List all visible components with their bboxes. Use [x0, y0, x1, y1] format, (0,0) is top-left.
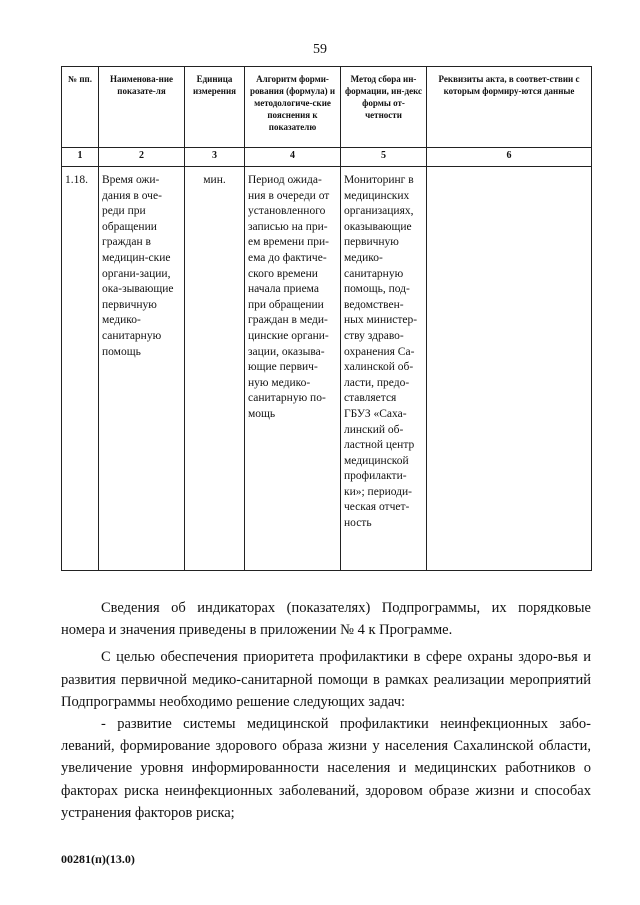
header-cell-unit: Единица измерения — [185, 67, 245, 148]
column-number: 1 — [62, 148, 99, 167]
header-cell-method: Метод сбора ин-формации, ин-декс формы от-четности — [341, 67, 427, 148]
indicators-table — [61, 66, 592, 571]
column-number: 3 — [185, 148, 245, 167]
requisites-cell — [427, 167, 592, 571]
column-number-row — [62, 148, 592, 167]
header-cell-number: № пп. — [62, 67, 99, 148]
column-number: 6 — [427, 148, 592, 167]
paragraph: - развитие системы медицинской профилактики неинфекционных забо-леваний, формирование здорового образа жизни у населения Сахалинской области, увеличение уровня информированности населения и медицинских работников о факторах риска неинфекционных заболеваний, здоровом образе жизни и способах устранения факторов риска; — [61, 716, 591, 821]
body-text — [61, 597, 591, 824]
column-number: 4 — [245, 148, 341, 167]
unit-cell: мин. — [185, 167, 245, 571]
header-cell-algorithm: Алгоритм форми-рования (формула) и методологиче-ские пояснения к показателю — [245, 67, 341, 148]
paragraph: С целью обеспечения приоритета профилактики в сфере охраны здоро-вья и развития первичной медико-санитарной помощи в рамках реализации мероприятий Подпрограммы необходимо решение следующих задач: — [61, 649, 591, 710]
header-cell-requisites: Реквизиты акта, в соответ-ствии с которым формиру-ются данные — [427, 67, 592, 148]
table-header-row — [62, 67, 592, 148]
row-number-cell: 1.18. — [62, 167, 99, 571]
header-cell-name: Наименова-ние показате-ля — [99, 67, 185, 148]
page-number: 59 — [313, 42, 327, 57]
paragraph: Сведения об индикаторах (показателях) Подпрограммы, их порядковые номера и значения приведены в приложении № 4 к Программе. — [61, 600, 591, 639]
algorithm-cell: Период ожида-ния в очереди от установленного записью на при-ем времени при-ема до фактиче-ского времени начала приема при обращении граждан в меди-цинские органи-зации, оказыва-ющие первич-ную медико-санитарную по-мощь — [245, 167, 341, 571]
indicator-name-cell: Время ожи-дания в оче-реди при обращении граждан в медицин-ские органи-зации, ока-зывающие первичную медико-санитарную помощь — [99, 167, 185, 571]
table-row — [62, 167, 592, 571]
document-code: 00281(п)(13.0) — [61, 852, 135, 866]
method-cell: Мониторинг в медицинских организациях, оказывающие первичную медико-санитарную помощь, под-ведомствен-ных министер-ству здраво-охранения Са-халинской об-ласти, предо-ставляется ГБУЗ «Саха-линский об-ластной центр медицинской профилакти-ки»; периоди-ческая отчет-ность — [341, 167, 427, 571]
column-number: 2 — [99, 148, 185, 167]
column-number: 5 — [341, 148, 427, 167]
